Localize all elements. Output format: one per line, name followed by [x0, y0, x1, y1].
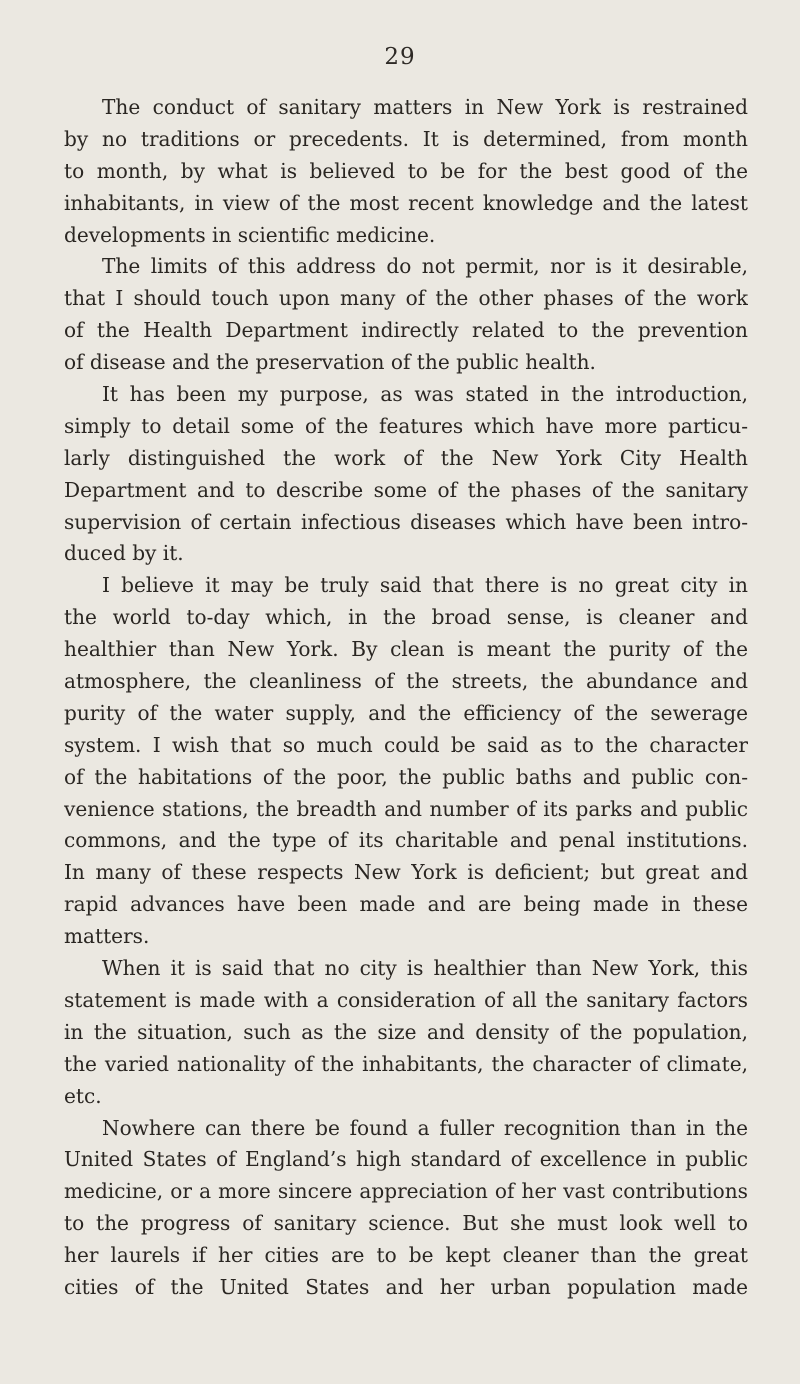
text-line: of the Health Department indirectly related to the prevention — [64, 318, 748, 343]
text-line: It has been my purpose, as was stated in the introduction, — [102, 382, 748, 407]
text-line: atmosphere, the cleanliness of the streets, the abundance and — [64, 669, 748, 694]
text-line: in the situation, such as the size and density of the population, — [64, 1019, 748, 1044]
text-line: to the progress of sanitary science. But she must look well to — [64, 1211, 748, 1236]
text-line: duced by it. — [64, 541, 184, 566]
text-line: simply to detail some of the features which have more particu- — [64, 413, 748, 438]
text-line: United States of England’s high standard of excellence in public — [64, 1147, 748, 1172]
text-line: the world to-day which, in the broad sense, is cleaner and — [64, 605, 748, 630]
text-line: Department and to describe some of the phases of the sanitary — [64, 477, 748, 502]
text-line: that I should touch upon many of the other phases of the work — [64, 286, 748, 311]
text-line: of disease and the preservation of the public health. — [64, 350, 596, 375]
text-line: to month, by what is believed to be for the best good of the — [64, 158, 748, 183]
text-line: When it is said that no city is healthier than New York, this — [102, 956, 748, 981]
text-line: supervision of certain infectious diseases which have been intro- — [64, 509, 748, 534]
text-line: I believe it may be truly said that there is no great city in — [102, 573, 748, 598]
page-number: 29 — [384, 44, 416, 70]
text-line: healthier than New York. By clean is meant the purity of the — [64, 637, 748, 662]
text-line: etc. — [64, 1083, 102, 1108]
text-line: cities of the United States and her urban population made — [64, 1274, 748, 1299]
text-line: In many of these respects New York is deficient; but great and — [64, 860, 748, 885]
text-line: developments in scientific medicine. — [64, 222, 436, 247]
text-line: of the habitations of the poor, the public baths and public con- — [64, 764, 748, 789]
text-line: system. I wish that so much could be said as to the character — [64, 732, 748, 757]
text-line: matters. — [64, 924, 150, 949]
text-line: by no traditions or precedents. It is determined, from month — [64, 126, 748, 151]
text-line: her laurels if her cities are to be kept cleaner than the great — [64, 1243, 748, 1268]
text-line: inhabitants, in view of the most recent knowledge and the latest — [64, 190, 748, 215]
text-line: statement is made with a consideration of all the sanitary factors — [64, 987, 748, 1012]
text-line: the varied nationality of the inhabitants, the character of climate, — [64, 1051, 748, 1076]
text-line: The limits of this address do not permit, nor is it desirable, — [102, 254, 748, 279]
text-line: The conduct of sanitary matters in New York is restrained — [102, 95, 748, 119]
text-line: venience stations, the breadth and number of its parks and public — [64, 796, 748, 821]
text-line: rapid advances have been made and are being made in these — [64, 892, 748, 917]
text-line: medicine, or a more sincere appreciation of her vast contributions — [64, 1179, 748, 1204]
body-text — [64, 92, 748, 1304]
text-line: Nowhere can there be found a fuller recognition than in the — [102, 1115, 748, 1140]
text-line: purity of the water supply, and the efficiency of the sewerage — [64, 700, 748, 725]
text-line: larly distinguished the work of the New York City Health — [64, 445, 748, 470]
text-line: commons, and the type of its charitable and penal institutions. — [64, 828, 748, 853]
